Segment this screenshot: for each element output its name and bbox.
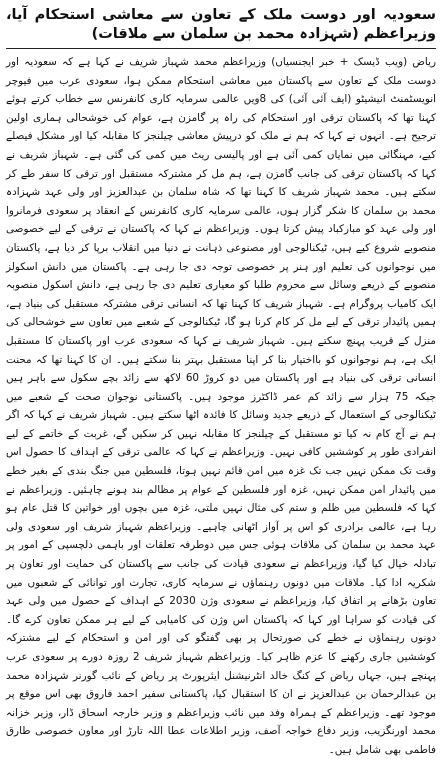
article-headline: سعودیہ اور دوست ملک کے تعاون سے معاشی استحکام آیا، وزیراعظم (شہزادہ محمد بن سلمان سے ملاقات): [6, 7, 436, 42]
headline-divider: [6, 48, 436, 49]
article-body: ریاض (ویب ڈیسک + خبر ایجنسیاں) وزیراعظم محمد شہباز شریف نے کہا ہے کہ سعودیہ اور دوست ملک کے تعاون سے پاکستان میں معاشی استحکام ممکن ہوا، سعودی عرب میں فیوچر انویسٹمنٹ انیشیٹو (ایف آئی آئی) کی 8ویں عالمی سرمایہ کاری کانفرنس سے خطاب کرتے ہوئے کہنا تھا کہ پاکستان ترقی اور استحکام کی راہ پر گامزن ہے، عوام کی خوشحالی ہماری اولین ترجیح ہے۔ انہوں نے کہا کہ ہم نے ملک کو درپیش معاشی چیلنجز کا مقابلہ کیا اور مشکل فیصلے کیے، مہنگائی میں نمایاں کمی آئی ہے اور پالیسی ریٹ میں کمی کی گئی ہے۔ شہباز شریف نے کہا کہ پاکستان ترقی کی جانب گامزن ہے، ہم مل کر مشترکہ مستقبل اور ترقی کا سفر طے کر سکتے ہیں۔ محمد شہباز شریف کا کہنا تھا کہ شاہ سلمان بن عبدالعزیز اور ولی عہد شہزادہ محمد بن سلمان کا شکر گزار ہوں، عالمی سرمایہ کاری کانفرنس کے انعقاد پر سعودی فرمانروا اور ولی عہد کو مبارکباد پیش کرتا ہوں۔ وزیراعظم نے کہا کہ پاکستان نے ترقی کے لیے خصوصی منصوبے شروع کیے ہیں، ٹیکنالوجی اور مصنوعی ذہانت نے دنیا میں انقلاب برپا کر دیا ہے، پاکستان میں نوجوانوں کی تعلیم اور ہنر پر خصوصی توجہ دی جا رہی ہے۔ پاکستان میں دانش اسکولز منصوبے کے ذریعے وسائل سے محروم طلبا کو معیاری تعلیم دی جا رہی ہے، دانش اسکول منصوبہ ایک کامیاب پروگرام ہے۔ شہباز شریف کا کہنا تھا کہ انسانی ترقی مشترکہ مستقبل کی بنیاد ہے، ہمیں پائیدار ترقی کے لیے مل کر کام کرنا ہو گا، ٹیکنالوجی کے شعبے میں تعاون سے خوشحالی کی منزل کے قریب پہنچ سکتے ہیں۔ شہباز شریف نے کہا کہ سعودی عرب اور پاکستان کا مستقبل ایک ہے، ہم نوجوانوں کو بااختیار بنا کر اپنا مستقبل بہتر بنا سکتے ہیں۔ ان کا کہنا تھا کہ محنت انسانی ترقی کی بنیاد ہے اور پاکستان میں دو کروڑ 60 لاکھ سے زائد بچے سکول سے باہر ہیں جبکہ 75 ہزار سے زائد کم عمر ڈاکٹرز موجود ہیں۔ پاکستانی نوجوان صحت کے شعبے میں ٹیکنالوجی کے استعمال کے ذریعے جدید وسائل کا فائدہ اٹھا سکتے ہیں۔ شہباز شریف نے کہا کہ اگر ہم نے آج کام نہ کیا تو مستقبل کے چیلنجز کا مقابلہ نہیں کر سکیں گے، غربت کے خاتمے کے لیے انفرادی طور پر کوششیں کافی نہیں۔ وزیراعظم نے کہا کہ عالمی ترقی کے اہداف کا حصول اس وقت تک ممکن نہیں جب تک غزہ میں امن قائم نہیں ہوتا، فلسطین میں جنگ بندی کے بغیر خطے میں پائیدار امن ممکن نہیں، غزہ اور فلسطین کے عوام پر مظالم بند ہونے چاہئیں۔ وزیراعظم نے کہا کہ فلسطین میں ظلم و ستم کی مثال نہیں ملتی، غزہ میں بچوں اور خواتین کا قتل عام ہو رہا ہے، عالمی برادری کو اس پر آواز اٹھانی چاہیے۔ وزیراعظم شہباز شریف اور سعودی ولی عہد محمد بن سلمان کی ملاقات ہوئی جس میں دوطرفہ تعلقات اور باہمی دلچسپی کے امور پر تبادلہ خیال کیا گیا، وزیراعظم نے سعودی قیادت کی جانب سے پاکستان کی حمایت اور تعاون پر شکریہ ادا کیا۔ ملاقات میں دونوں رہنماؤں نے سرمایہ کاری، تجارت اور توانائی کے شعبوں میں تعاون بڑھانے پر اتفاق کیا، وزیراعظم نے سعودی وژن 2030 کے اہداف کے حصول میں ولی عہد کی قیادت کو سراہا اور کہا کہ پاکستان اس وژن کی کامیابی کے لیے ہر ممکن تعاون کرے گا۔ دونوں رہنماؤں نے خطے کی صورتحال پر بھی گفتگو کی اور امن و استحکام کے لیے مشترکہ کوششیں جاری رکھنے کا عزم ظاہر کیا۔ وزیراعظم شہباز شریف 2 روزہ دورے پر سعودی عرب پہنچے ہیں، جہاں ریاض کے کنگ خالد انٹرنیشنل ایئرپورٹ پر ریاض کے نائب گورنر شہزادہ محمد بن عبدالرحمان بن عبدالعزیز نے ان کا استقبال کیا، پاکستانی سفیر احمد فاروق بھی اس موقع پر موجود تھے۔ وزیراعظم کے ہمراہ وفد میں نائب وزیراعظم و وزیر خارجہ اسحاق ڈار، وزیر خزانہ محمد اورنگزیب، وزیر دفاع خواجہ آصف، وزیر اطلاعات عطا اللہ تارڑ اور معاون خصوصی طارق فاطمی بھی شامل ہیں۔: [6, 56, 437, 756]
